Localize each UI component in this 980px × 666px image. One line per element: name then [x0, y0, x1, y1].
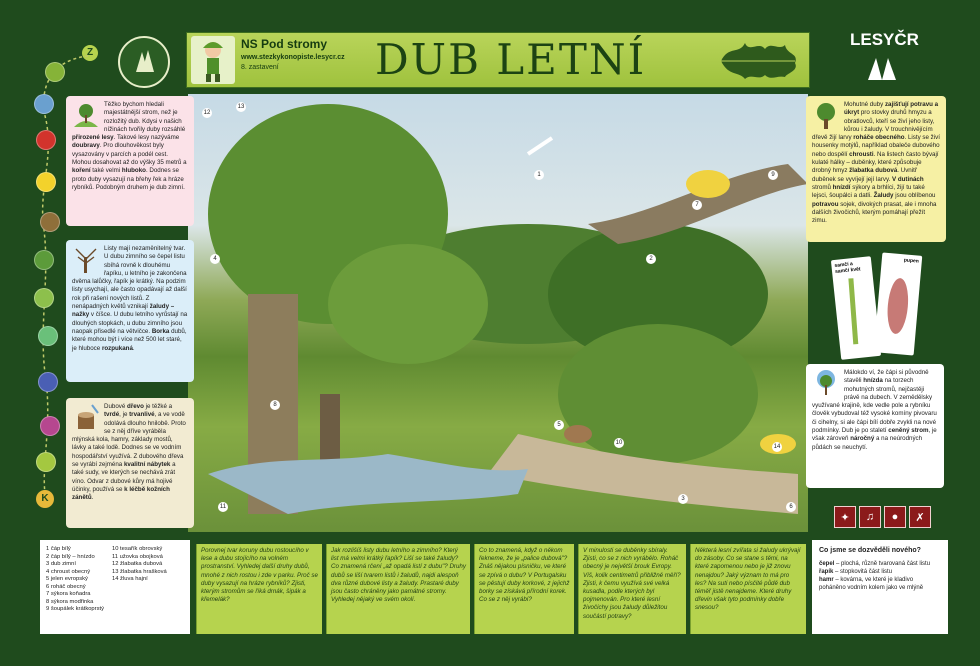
trail-end-letter: K [36, 490, 54, 508]
glossary-item: hamr – kovárna, ve které je kladivo poháněno vodním kolem jako ve mlýně [819, 577, 924, 591]
stop-number: 8. zastavení [241, 64, 279, 71]
trail-start-letter: Z [82, 45, 98, 61]
scene-number: 3 [678, 494, 688, 504]
bare-tree-icon [72, 245, 100, 275]
mascot-icon [191, 36, 235, 84]
legend-item: 14 žluva hajní [112, 576, 148, 583]
trail-stop-9 [38, 372, 58, 392]
quiz-panel-3: Co to znamená, když o někom řekneme, že je „palice dubová"? Znáš nějakou písničku, ve které se zpívá o dubu? V Portugalsku se pěstují duby korkové, z jejichž borky se získává přírodní korek. Co se z něj vyrábí? [474, 544, 574, 634]
glossary-item: řapík – stopkovitá část listu [819, 569, 893, 576]
scene-number: 14 [773, 444, 781, 450]
info-box-leaves: Listy mají nezaměnitelný tvar. U dubu zimního se čepel listu sbíhá rovně k dlouhému řapíku, u letního je zakončena dvěma lalůčky, řapík je krátký. Na podzim listy usychají, ale často opadávají až další rok při rašení nových listů. Z nenápadných květů vznikají žaludy – nažky v číšce. U dubu letního vyrůstají na dlouhých stopkách, u dubu zimního jsou naopak přisedlé na větvičce. Borka dubů, které mohou být i více než 500 let staré, je hluboce rozpukaná. [66, 240, 194, 382]
bud-card: pupen [874, 252, 923, 355]
scene-number: 8 [270, 400, 280, 410]
glossary-heading: Co jsme se dozvěděli nového? [819, 547, 921, 554]
leaf-icon: ✦ [834, 506, 856, 528]
legend-item: 5 jelen evropský [46, 576, 88, 583]
legend-item: 8 sýkora modřinka [46, 598, 94, 605]
legend-item: 11 užovka obojková [112, 553, 163, 560]
scene-number: 2 [646, 254, 656, 264]
species-legend [40, 540, 190, 634]
tree-landscape-icon [72, 101, 100, 131]
legend-item: 1 čáp bílý [46, 546, 71, 552]
legend-item: 2 čáp bílý – hnízdo [46, 553, 95, 560]
trail-logo [118, 36, 170, 88]
scene-number: 5 [554, 420, 564, 430]
quiz-panel-4: V minulosti se duběnky sbíraly. Zjisti, co se z nich vyrábělo. Roháč obecný je největší brouk Evropy. Víš, kolik centimetrů přibližně měří? Zjisti, k čemu využívá své velká kusadla, podle kterých byl pojmenován. Pro které lesní živočichy jsou žaludy důležitou součástí potravy? [578, 544, 686, 634]
scene-number: 4 [210, 254, 220, 264]
glossary-item: čepel – plochá, různě tvarovaná část listu [819, 561, 931, 568]
music-icon: ♫ [859, 506, 881, 528]
pine-tree-icon [120, 38, 168, 86]
info-box-stork-nests: Málokdo ví, že čápi si původně stavěli hnízda na torzech mohutných stromů, nejčastěji právě na dubech. V zemědělsky využívané krajině, kde vedle pole a rybníku člověk vybudoval též vysoké komíny pivovaru či cihelny, si ale čápi bílí dobře zvykli na nové podmínky. Dub je po staletí ceněný strom, je však zároveň náročný a na neúrodných půdách se neuchytí. [806, 364, 944, 488]
legend-item: 12 žlabatka dubová [112, 561, 163, 568]
quiz-panel-1: Porovnej tvar koruny dubu rostoucího v lese a dubu stojícího na volném prostranství. Vyhledej další druhy dubů, mnohé z nich rostou i zde v parku. Proč se duby vysazují na hráze rybníků? Zjisti, kterým stromům se říká drnák, šipák a křemelák? [196, 544, 322, 634]
trail-stop-11 [36, 452, 56, 472]
info-box-wildlife: Mohutné duby zajišťují potravu a úkryt pro stovky druhů hmyzu a obratlovců, kteří se živí jeho listy, kůrou i žaludy. V trouchnivějícím dřevě žijí larvy roháče obecného. Listy se živí housenky motýlů, například obaleče dubového nebo dospělí chrousti. Na listech často bývají kulaté hálky – duběnky, které způsobuje drobný hmyz žlabatka dubová. Uvnitř duběnek se vyvíjejí její larvy. V dutinách stromů hnízdí sýkory a brhlíci, žijí tu také lejsci, šoupálci a datli. Žaludy jsou oblíbenou potravou sojek, divokých prasat, ale i mnoha dalších živočichů, kterým pomáhají přežít zimu. [806, 96, 946, 242]
brand-logo: LESYČR [850, 30, 919, 49]
trail-stop-5 [40, 212, 60, 232]
legend-item: 6 roháč obecný [46, 583, 86, 590]
scene-number: 12 [203, 110, 211, 116]
tree-icon [812, 101, 840, 131]
legend-item: 9 šoupálek krátkoprstý [46, 606, 104, 613]
page-title: DUB LETNÍ [375, 35, 647, 84]
scene-number: 6 [786, 502, 796, 512]
no-litter-icon: ✗ [909, 506, 931, 528]
trail-stop-1 [45, 62, 65, 82]
trail-stop-10 [40, 416, 60, 436]
scene-number: 7 [692, 200, 702, 210]
mascot-logo [191, 36, 235, 84]
sun-tree-icon [812, 369, 840, 399]
legend-column-1 [46, 546, 104, 614]
quiz-panel-5: Některá lesní zvířata si žaludy ukrývají do zásoby. Co se stane s těmi, na které zapomenou nebo je již znovu nenajdou? Jaký význam to má pro les? Na suti nebo písčité půdě dub téměř jistě nenajdeme. Které druhy dřevin však tyto podmínky dobře snesou? [690, 544, 806, 634]
scene-number: 9 [768, 170, 778, 180]
quiz-panel-2: Jak rozlišíš listy dubu letního a zimního? Který list má velmi krátký řapík? Liší se také žaludy? Co znamená rčení „až opadá listí z dubu"? Druhy dubů se liší tvarem listů i žaludů, najdi alespoň dva různé dubové listy a žaludy. Prastaré duby jsou často chráněny jako památné stromy. Vyhledej nějaký ve svém okolí. [326, 544, 470, 634]
binoculars-icon: ● [884, 506, 906, 528]
legend-item: 10 tesařík obrovský [112, 546, 163, 552]
trail-stop-4 [36, 172, 56, 192]
scene-number: 10 [615, 440, 623, 446]
oak-scene-illustration [188, 94, 808, 532]
brand-arrows-icon [862, 54, 902, 82]
trail-url[interactable]: www.stezkykonopiste.lesycr.cz [241, 54, 345, 61]
scene-drawing [188, 94, 808, 532]
trail-stop-8 [38, 326, 58, 346]
trail-stop-6 [34, 250, 54, 270]
header-banner [186, 32, 810, 88]
legend-item: 4 chroust obecný [46, 568, 91, 575]
tree-stump-icon [72, 403, 100, 433]
legend-item: 3 dub zimní [46, 561, 76, 568]
legend-item: 13 žlabatka hrašková [112, 568, 167, 575]
scene-number: 1 [534, 170, 544, 180]
trail-stop-3 [36, 130, 56, 150]
male-flower-card: samčí a samčí květ [831, 256, 881, 360]
catkin-icon [833, 274, 880, 348]
legend-item: 7 sýkora koňadra [46, 591, 91, 598]
trail-stop-7 [34, 288, 54, 308]
trail-name: NS Pod stromy [241, 37, 328, 51]
scene-number: 13 [237, 104, 245, 110]
trail-stop-2 [34, 94, 54, 114]
glossary-box [812, 540, 948, 634]
info-box-oak-forests: Těžko bychom hledali majestátnější strom, než je rozložitý dub. Kdysi v našich nížinách tvořily duby rozsáhlé přirozené lesy. Takové lesy nazýváme doubravy. Pro dlouhověkost byly vysazovány v parcích a podél cest. Mohou dosahovat až do výšky 35 metrů a koření také velmi hluboko. Dodnes se proto duby vysazují na břehy řek a hráze rybníků. Podobným druhem je dub zimní. [66, 96, 194, 226]
scene-number: 11 [219, 504, 227, 510]
legend-column-2 [112, 546, 167, 614]
oak-leaf-icon [715, 37, 801, 83]
bud-icon [874, 264, 921, 347]
info-box-wood: Dubové dřevo je těžké a tvrdé, je trvanlivé, a ve vodě odolává dlouho hnilobě. Proto se z něj dříve vyráběla mlýnská kola, hamry, základy mostů, lávky a také lodě. Dodnes se ve vodním hospodářství využívá. Z dubového dřeva se vyrábí zejména kvalitní nábytek a také sudy, ve kterých se nechává zrát víno. Odvar z dubové kůry má hojivé účinky, používá se k léčbě kožních zánětů. [66, 398, 194, 528]
